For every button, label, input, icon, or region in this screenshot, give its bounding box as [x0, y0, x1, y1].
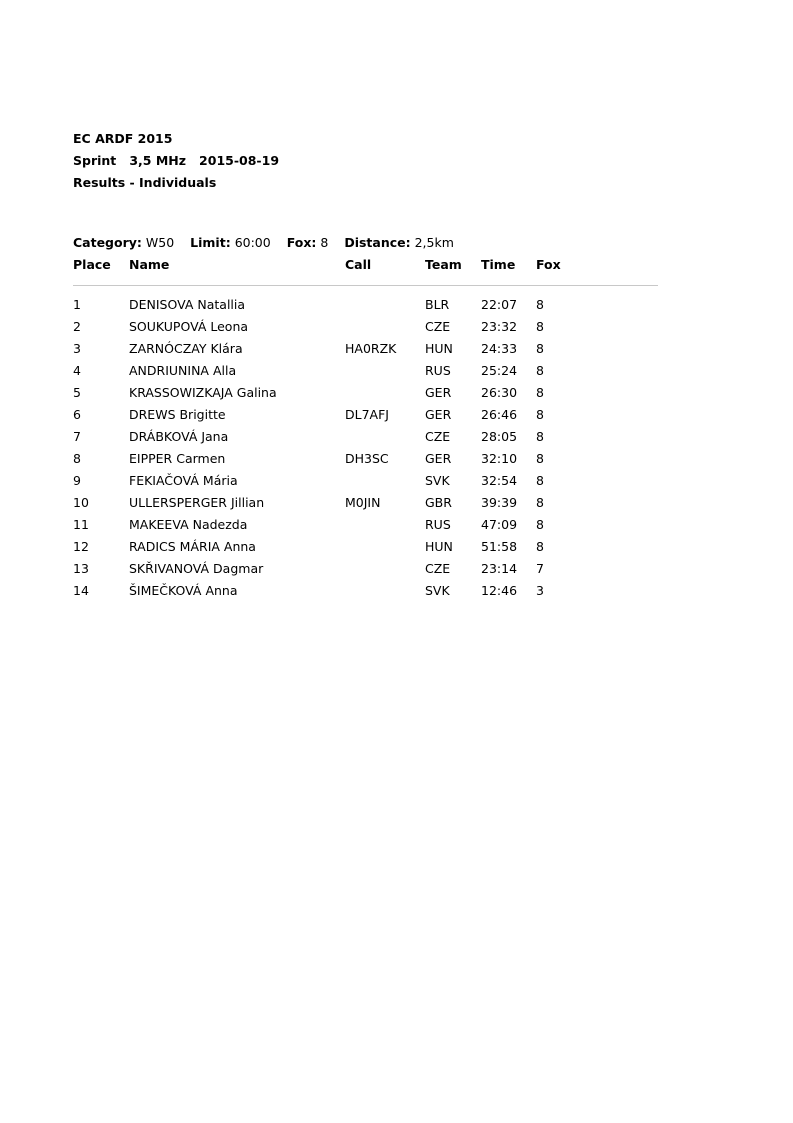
cell-place: 3	[73, 341, 81, 356]
category-info	[73, 235, 454, 251]
column-header-call: Call	[345, 257, 372, 272]
cell-name: DREWS Brigitte	[129, 407, 226, 422]
cell-time: 39:39	[481, 495, 518, 510]
cell-place: 2	[73, 319, 81, 334]
cell-time: 12:46	[481, 583, 518, 598]
table-row	[73, 495, 658, 517]
event-title: EC ARDF 2015	[73, 131, 173, 146]
distance-value: 2,5km	[414, 235, 454, 250]
cell-fox: 8	[536, 297, 544, 312]
distance-label: Distance:	[344, 235, 411, 250]
cell-call: M0JIN	[345, 495, 381, 510]
cell-time: 24:33	[481, 341, 518, 356]
cell-place: 13	[73, 561, 89, 576]
column-header-name: Name	[129, 257, 170, 272]
cell-team: CZE	[425, 319, 451, 334]
cell-fox: 8	[536, 319, 544, 334]
cell-name: KRASSOWIZKAJA Galina	[129, 385, 277, 400]
table-row	[73, 385, 658, 407]
results-table-header	[73, 257, 658, 286]
cell-time: 32:54	[481, 473, 518, 488]
cell-team: GER	[425, 385, 452, 400]
cell-place: 6	[73, 407, 81, 422]
cell-name: SOUKUPOVÁ Leona	[129, 319, 249, 334]
cell-place: 12	[73, 539, 89, 554]
table-row	[73, 539, 658, 561]
cell-name: ANDRIUNINA Alla	[129, 363, 237, 378]
cell-place: 10	[73, 495, 89, 510]
cell-team: GBR	[425, 495, 452, 510]
cell-name: DRÁBKOVÁ Jana	[129, 429, 229, 444]
results-title: Results - Individuals	[73, 175, 217, 190]
cell-call: DH3SC	[345, 451, 389, 466]
cell-name: MAKEEVA Nadezda	[129, 517, 248, 532]
cell-fox: 8	[536, 429, 544, 444]
cell-name: EIPPER Carmen	[129, 451, 226, 466]
table-row	[73, 517, 658, 539]
cell-place: 14	[73, 583, 89, 598]
cell-team: HUN	[425, 539, 453, 554]
cell-time: 23:14	[481, 561, 518, 576]
cell-time: 47:09	[481, 517, 518, 532]
cell-fox: 8	[536, 517, 544, 532]
cell-name: RADICS MÁRIA Anna	[129, 539, 256, 554]
table-row	[73, 429, 658, 451]
cell-place: 5	[73, 385, 81, 400]
cell-time: 28:05	[481, 429, 518, 444]
table-row	[73, 363, 658, 385]
race-info: Sprint 3,5 MHz 2015-08-19	[73, 153, 280, 168]
document-header	[73, 131, 279, 197]
cell-time: 23:32	[481, 319, 518, 334]
cell-time: 25:24	[481, 363, 518, 378]
cell-time: 51:58	[481, 539, 518, 554]
table-row	[73, 451, 658, 473]
cell-name: DENISOVA Natallia	[129, 297, 246, 312]
cell-team: SVK	[425, 583, 450, 598]
cell-team: GER	[425, 451, 452, 466]
cell-call: DL7AFJ	[345, 407, 389, 422]
table-row	[73, 341, 658, 363]
fox-value: 8	[320, 235, 329, 250]
cell-time: 22:07	[481, 297, 518, 312]
category-label: Category:	[73, 235, 142, 250]
cell-fox: 8	[536, 407, 544, 422]
results-table-body	[73, 297, 658, 605]
cell-name: FEKIAČOVÁ Mária	[129, 473, 238, 488]
cell-fox: 8	[536, 451, 544, 466]
table-row	[73, 561, 658, 583]
cell-fox: 8	[536, 385, 544, 400]
cell-call: HA0RZK	[345, 341, 397, 356]
category-value: W50	[145, 235, 175, 250]
cell-fox: 3	[536, 583, 544, 598]
cell-team: CZE	[425, 429, 451, 444]
limit-value: 60:00	[234, 235, 271, 250]
table-row	[73, 473, 658, 495]
cell-time: 32:10	[481, 451, 518, 466]
cell-team: GER	[425, 407, 452, 422]
cell-team: RUS	[425, 517, 451, 532]
cell-place: 11	[73, 517, 89, 532]
table-row	[73, 407, 658, 429]
cell-fox: 8	[536, 341, 544, 356]
column-header-time: Time	[481, 257, 516, 272]
table-row	[73, 319, 658, 341]
fox-label: Fox:	[286, 235, 317, 250]
cell-place: 4	[73, 363, 81, 378]
cell-time: 26:30	[481, 385, 518, 400]
cell-place: 9	[73, 473, 81, 488]
column-header-team: Team	[425, 257, 462, 272]
cell-team: BLR	[425, 297, 450, 312]
cell-name: ZARNÓCZAY Klára	[129, 341, 243, 356]
cell-fox: 8	[536, 363, 544, 378]
cell-fox: 8	[536, 473, 544, 488]
cell-team: HUN	[425, 341, 453, 356]
cell-time: 26:46	[481, 407, 518, 422]
cell-fox: 8	[536, 539, 544, 554]
cell-fox: 8	[536, 495, 544, 510]
cell-name: ULLERSPERGER Jillian	[129, 495, 265, 510]
table-row	[73, 297, 658, 319]
cell-place: 7	[73, 429, 81, 444]
cell-team: CZE	[425, 561, 451, 576]
limit-label: Limit:	[190, 235, 231, 250]
cell-team: RUS	[425, 363, 451, 378]
cell-name: SKŘIVANOVÁ Dagmar	[129, 561, 264, 576]
cell-name: ŠIMEČKOVÁ Anna	[129, 583, 238, 598]
column-header-fox: Fox	[536, 257, 561, 272]
cell-place: 1	[73, 297, 81, 312]
cell-team: SVK	[425, 473, 450, 488]
cell-place: 8	[73, 451, 81, 466]
table-row	[73, 583, 658, 605]
cell-fox: 7	[536, 561, 544, 576]
column-header-place: Place	[73, 257, 111, 272]
